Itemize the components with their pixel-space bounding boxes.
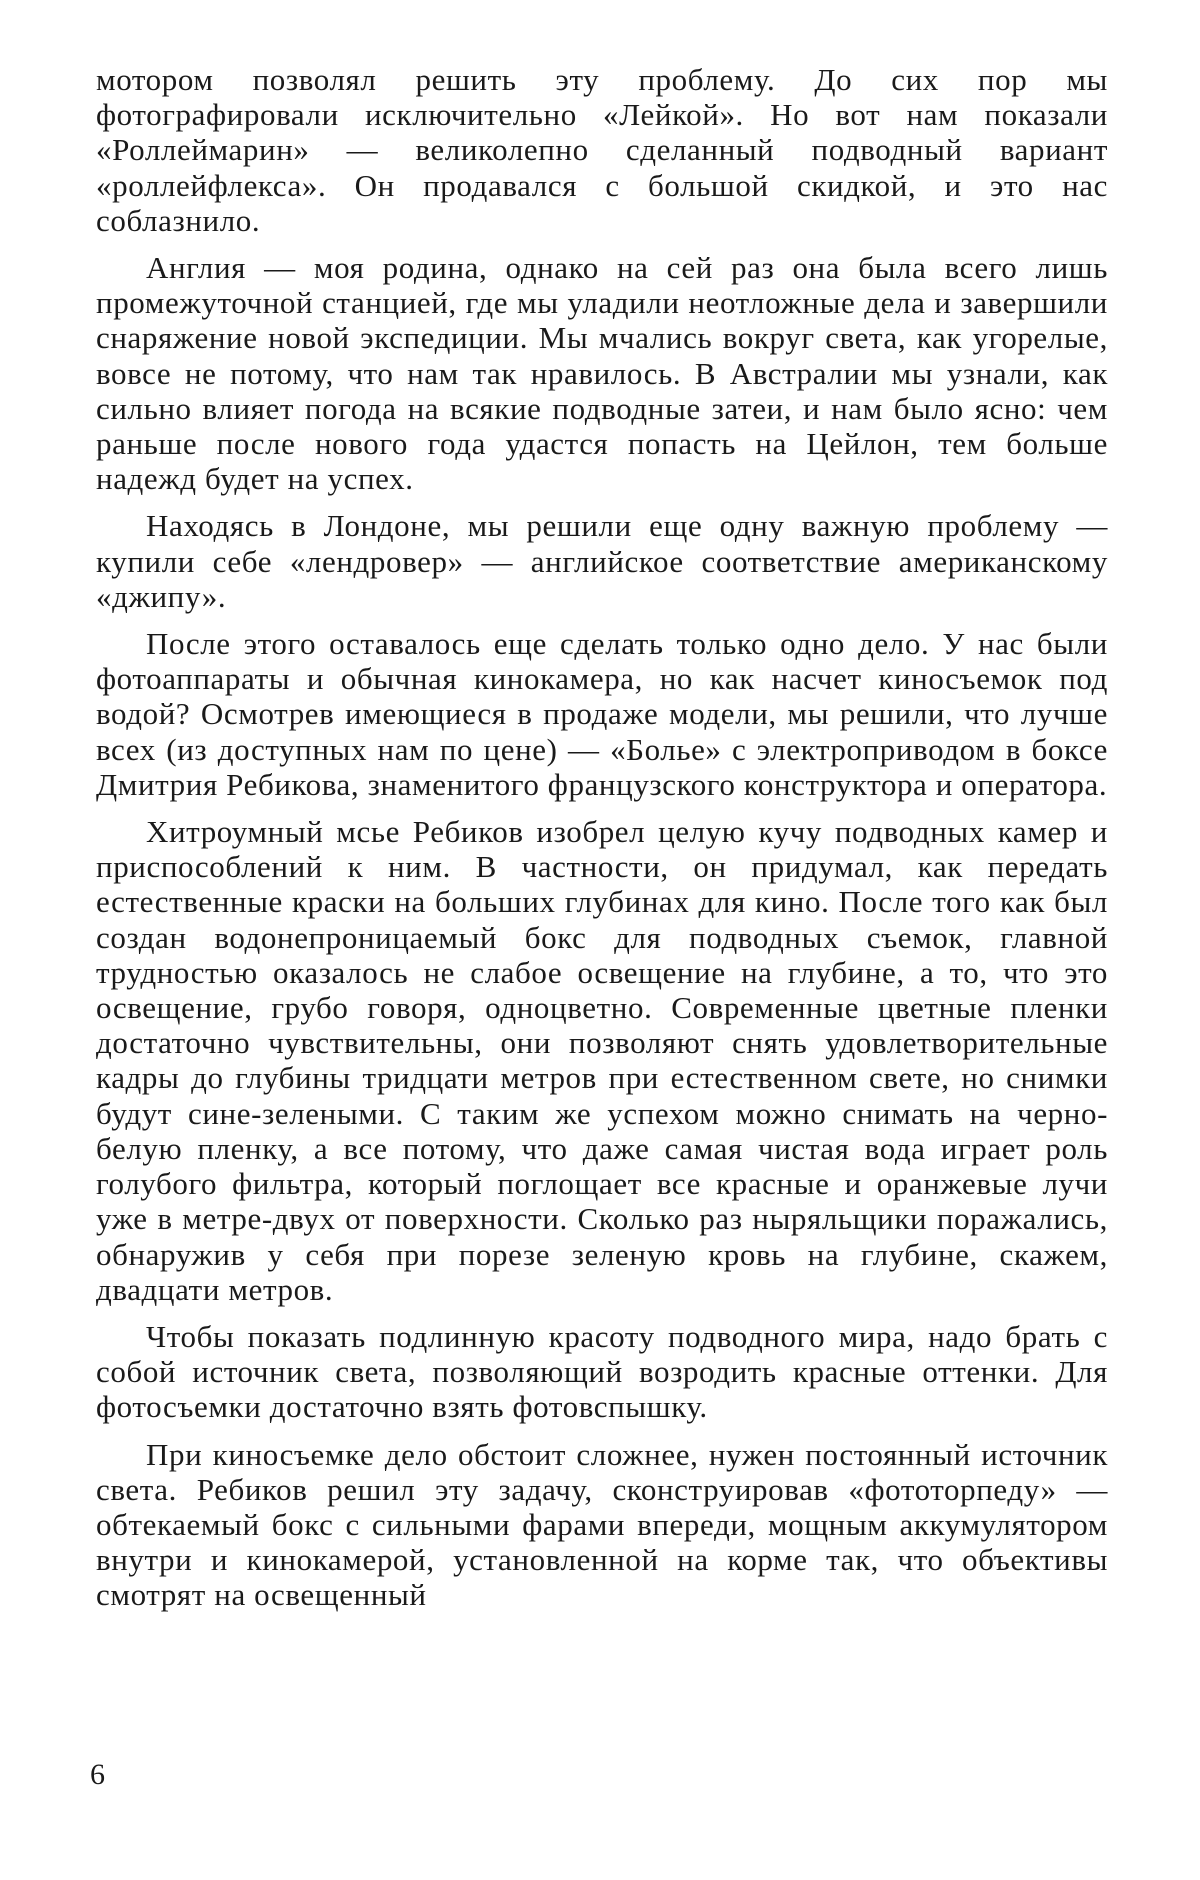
- text-column: [96, 62, 1108, 1625]
- paragraph-1: мотором позволял решить эту проблему. До сих пор мы фотографировали исключительно «Лейкой». Но вот нам показали «Роллеймарин» — великолепно сделанный подводный вариант «роллейфлекса». Он продавался с большой скидкой, и это нас соблазнило.: [96, 62, 1108, 238]
- paragraph-5: Хитроумный мсье Ребиков изобрел целую кучу подводных камер и приспособлений к ним. В частности, он придумал, как передать естественные краски на больших глубинах для кино. После того как был создан водонепроницаемый бокс для подводных съемок, главной трудностью оказалось не слабое освещение на глубине, а то, что это освещение, грубо говоря, одноцветно. Современные цветные пленки достаточно чувствительны, они позволяют снять удовлетворительные кадры до глубины тридцати метров при естественном свете, но снимки будут сине-зелеными. С таким же успехом можно снимать на черно-белую пленку, а все потому, что даже самая чистая вода играет роль голубого фильтра, который поглощает все красные и оранжевые лучи уже в метре-двух от поверхности. Сколько раз ныряльщики поражались, обнаружив у себя при порезе зеленую кровь на глубине, скажем, двадцати метров.: [96, 814, 1108, 1307]
- paragraph-4: После этого оставалось еще сделать только одно дело. У нас были фотоаппараты и обычная кинокамера, но как насчет киносъемок под водой? Осмотрев имеющиеся в продаже модели, мы решили, что лучше всех (из доступных нам по цене) — «Болье» с электроприводом в боксе Дмитрия Ребикова, знаменитого французского конструктора и оператора.: [96, 626, 1108, 802]
- paragraph-3: Находясь в Лондоне, мы решили еще одну важную проблему — купили себе «лендровер» — английское соответствие американскому «джипу».: [96, 508, 1108, 614]
- paragraph-2: Англия — моя родина, однако на сей раз она была всего лишь промежуточной станцией, где мы уладили неотложные дела и завершили снаряжение новой экспедиции. Мы мчались вокруг света, как угорелые, вовсе не потому, что нам так нравилось. В Австралии мы узнали, как сильно влияет погода на всякие подводные затеи, и нам было ясно: чем раньше после нового года удастся попасть на Цейлон, тем больше надежд будет на успех.: [96, 250, 1108, 497]
- paragraph-6: Чтобы показать подлинную красоту подводного мира, надо брать с собой источник света, позволяющий возродить красные оттенки. Для фотосъемки достаточно взять фотовспышку.: [96, 1318, 1108, 1425]
- page-number: 6: [90, 1758, 105, 1791]
- paragraph-7: При киносъемке дело обстоит сложнее, нужен постоянный источник света. Ребиков решил эту задачу, сконструировав «фототорпеду» — обтекаемый бокс с сильными фарами впереди, мощным аккумулятором внутри и кинокамерой, установленной на корме так, что объективы смотрят на освещенный: [96, 1436, 1108, 1613]
